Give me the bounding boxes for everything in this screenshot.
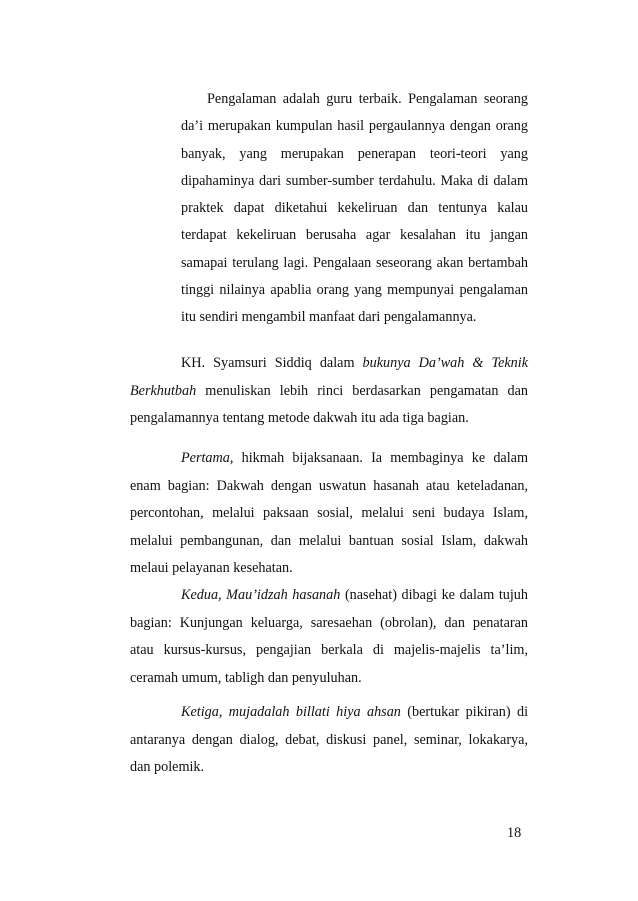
paragraph-text: KH. Syamsuri Siddiq dalam — [181, 355, 363, 371]
paragraph-text: , — [218, 704, 229, 720]
term-pertama: Pertama, — [181, 450, 234, 466]
paragraph-ketiga — [130, 699, 528, 782]
paragraph-text: (bertukar pikiran) di antaranya dengan dialog, debat, diskusi panel, seminar, lokakarya, dan polemik. — [130, 704, 529, 775]
term-ketiga: Ketiga — [181, 704, 219, 720]
paragraph-syamsuri — [130, 350, 528, 433]
term-kedua: Kedua, Mau’idzah hasanah — [181, 587, 341, 603]
book-title: bukunya Da’wah & Teknik Berkhutbah — [130, 355, 529, 399]
paragraph-text: hikmah bijaksanaan. Ia membaginya ke dalam enam bagian: Dakwah dengan uswatun hasanah atau keteladanan, percontohan, melalui paksaan sosial, melalui seni budaya Islam, melalui pembangunan, dan melalui bantuan sosial Islam, dakwah melaui pelayanan kesehatan. — [130, 450, 528, 576]
block-quote-text: Pengalaman adalah guru terbaik. Pengalaman seorang da’i merupakan kumpulan hasil pergaulannya dengan orang banyak, yang merupakan penerapan teori-teori yang dipahaminya dari sumber-sumber terdahulu. Maka di dalam praktek dapat diketahui kekeliruan dan tentunya kalau terdapat kekeliruan berusaha agar kesalahan itu jangan samapai terulang lagi. Pengalaan seseorang akan bertambah tinggi nilainya apablia orang yang mempunyai pengalaman itu sendiri mengambil manfaat dari pengalamannya. — [181, 91, 528, 326]
paragraph-pertama — [130, 445, 528, 583]
paragraph-text: menuliskan lebih rinci berdasarkan pengamatan dan pengalamannya tentang metode dakwah itu ada tiga bagian. — [130, 382, 528, 426]
page-number: 18 — [507, 825, 522, 841]
term-mujadalah: mujadalah billati hiya ahsan — [228, 704, 401, 720]
block-quote — [181, 86, 528, 332]
paragraph-text: (nasehat) dibagi ke dalam tujuh bagian: Kunjungan keluarga, saresaehan (obrolan), dan penataran atau kursus-kursus, pengajian berkala di majelis-majelis ta’lim, ceramah umum, tabligh dan penyuluhan. — [130, 587, 528, 686]
paragraph-kedua — [130, 582, 528, 692]
